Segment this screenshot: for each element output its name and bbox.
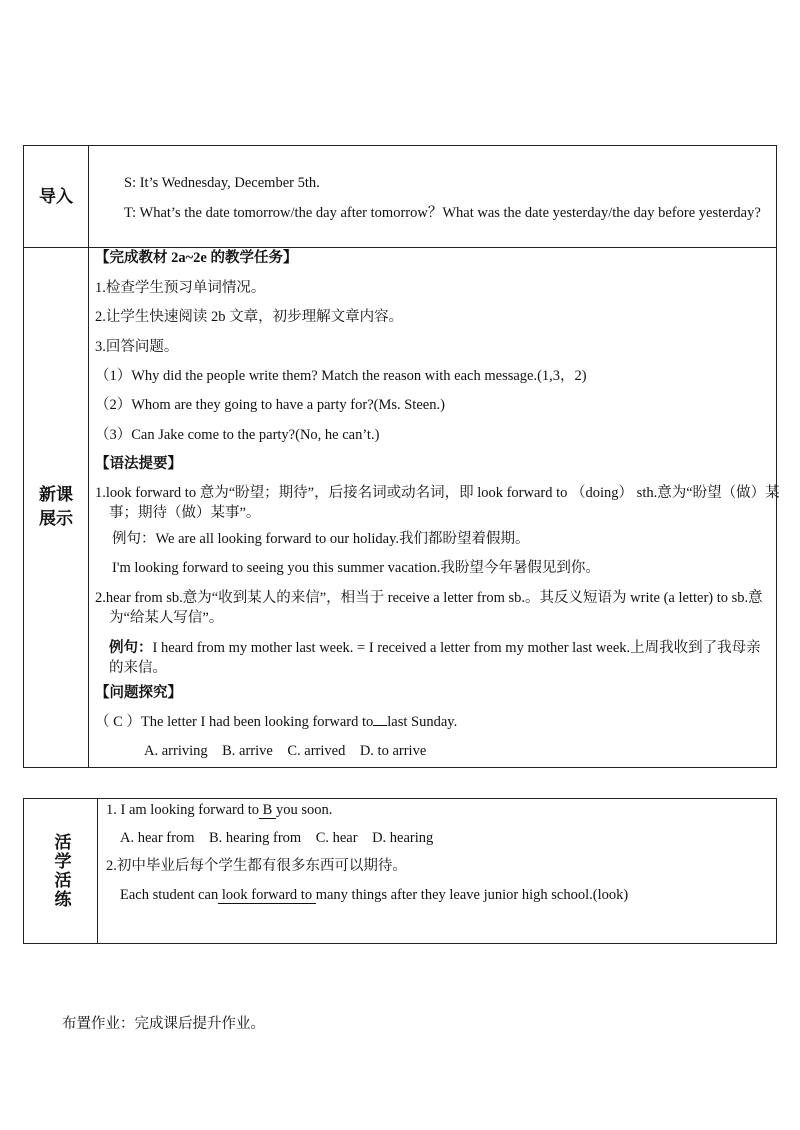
section-new-lesson-header-cell — [24, 247, 89, 767]
exercise-2: 2.初中毕业后每个学生都有很多东西可以期待。 — [106, 858, 407, 874]
exercise-2-suffix: many things after they leave junior high school.(look) — [315, 887, 629, 903]
homework-note: 布置作业：完成课后提升作业。 — [62, 1016, 265, 1032]
task-heading: 【完成教材 2a~2e 的教学任务】 — [95, 250, 298, 266]
exercise-1-answer: B — [259, 802, 276, 818]
section-practice-header: 活学活练 — [50, 833, 71, 909]
exercise-2-answer: look forward to — [218, 887, 316, 903]
grammar-2-example — [109, 638, 771, 678]
step-2: 2.让学生快速阅读 2b 文章，初步理解文章内容。 — [95, 309, 404, 325]
example-label-2: 例句： — [109, 640, 153, 656]
question-2: （2）Whom are they going to have a party for?(Ms. Steen.) — [95, 397, 445, 413]
example-1-text: We are all looking forward to our holiday.我们都盼望着假期。 — [155, 531, 530, 547]
grammar-heading: 【语法提要】 — [95, 456, 182, 472]
exercise-1-options: A. hear from B. hearing from C. hear D. hearing — [120, 830, 434, 846]
practice-table — [23, 798, 777, 944]
exercise-1 — [106, 802, 332, 819]
grammar-point-1: 1.look forward to 意为“盼望；期待”，后接名词或动名词，即 look forward to （doing） sth.意为“盼望（做）某事；期待（做）某事”。 — [95, 485, 780, 521]
example-label: 例句： — [112, 531, 156, 547]
section-intro-header: 导入 — [39, 186, 73, 207]
inquiry-blank — [373, 725, 387, 726]
inquiry-options: A. arriving B. arrive C. arrived D. to arrive — [144, 743, 427, 759]
exercise-2-sentence — [120, 887, 628, 904]
intro-line-1: S: It’s Wednesday, December 5th. — [124, 175, 320, 191]
lesson-table — [23, 145, 780, 768]
question-3: （3）Can Jake come to the party?(No, he can’t.) — [95, 427, 380, 443]
step-1: 1.检查学生预习单词情况。 — [95, 280, 266, 296]
grammar-point-2: 2.hear from sb.意为“收到某人的来信”，相当于 receive a letter from sb.。其反义短语为 write (a letter) to sb.意为“给某人写信”。 — [95, 590, 763, 626]
grammar-1-example-1 — [112, 531, 530, 548]
exercise-2-prefix: Each student can — [120, 887, 219, 903]
row-divider — [24, 247, 776, 248]
inquiry-suffix: last Sunday. — [387, 714, 458, 730]
section-new-lesson-header: 新课 展示 — [39, 485, 73, 529]
example-2-text: I heard from my mother last week. = I received a letter from my mother last week.上周我收到了我母亲的来信。 — [109, 640, 761, 676]
inquiry-heading: 【问题探究】 — [95, 685, 182, 701]
grammar-1-example-2: I'm looking forward to seeing you this summer vacation.我盼望今年暑假见到你。 — [112, 560, 600, 576]
inquiry-question — [95, 714, 457, 731]
exercise-1-prefix: 1. I am looking forward to — [106, 802, 260, 818]
section-practice-header-cell — [24, 799, 98, 943]
exercise-1-suffix: you soon. — [275, 802, 333, 818]
inquiry-prefix: （ C ）The letter I had been looking forward to — [95, 714, 374, 730]
step-3: 3.回答问题。 — [95, 339, 179, 355]
question-1: （1）Why did the people write them? Match the reason with each message.(1,3，2) — [95, 368, 587, 384]
intro-line-2: T: What’s the date tomorrow/the day after tomorrow？What was the date yesterday/the day before yesterday? — [124, 205, 761, 221]
section-intro-header-cell — [24, 146, 89, 247]
